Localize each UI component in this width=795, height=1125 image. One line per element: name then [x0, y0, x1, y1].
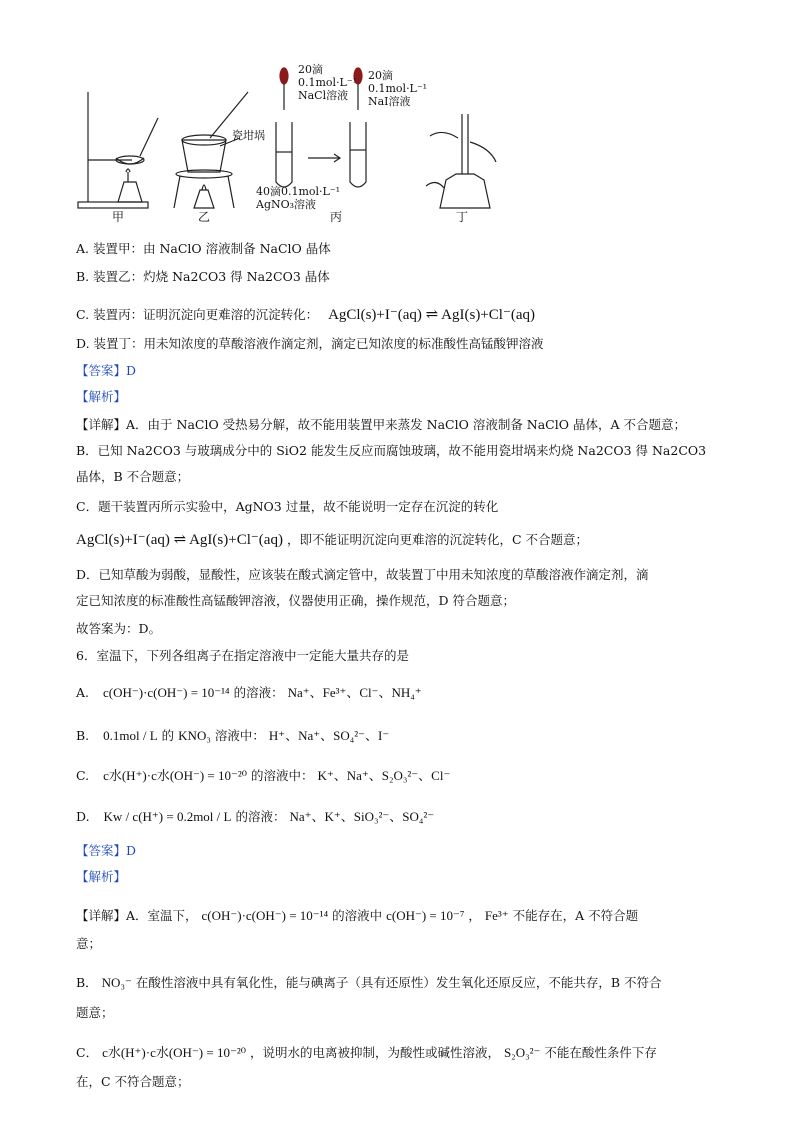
q6-detail-b-letter: B．	[76, 975, 98, 990]
q5-conclusion: 故答案为：D。	[76, 621, 162, 636]
tube-note-line2: AgNO₃溶液	[256, 198, 317, 211]
q6-detail-a-eq1: c(OH⁻)·c(OH⁻) = 10⁻¹⁴	[201, 908, 329, 923]
q6-detail-c-ion: S₂O₃²⁻	[503, 1045, 541, 1060]
q6-option-b-condition: 0.1mol / L	[103, 728, 158, 743]
q6-detail-a-ion: Fe³⁺	[484, 908, 509, 923]
q5-option-c-equation: AgCl(s)+I⁻(aq) ⇌ AgI(s)+Cl⁻(aq)	[328, 307, 536, 323]
q6-detail-a2: 意；	[76, 936, 102, 951]
q5-detail-b1: B．已知 Na2CO3 与玻璃成分中的 SiO2 能发生反应而腐蚀玻璃，故不能用瓷坩埚来灼烧 Na2CO3 得 Na2CO3	[76, 443, 707, 458]
q5-detail-c-equation: AgCl(s)+I⁻(aq) ⇌ AgI(s)+Cl⁻(aq)	[76, 532, 283, 548]
q6-detail-b-text: 在酸性溶液中具有氧化性，能与碘离子（具有还原性）发生氧化还原反应，不能共存，B 不符合	[135, 975, 662, 990]
q6-option-a-mid: 的溶液：	[233, 685, 284, 700]
dropper1-line3: NaCl溶液	[298, 89, 349, 102]
q6-detail-b-ion: NO₃⁻	[101, 975, 132, 990]
q5-option-b: B. 装置乙：灼烧 Na2CO3 得 Na2CO3 晶体	[76, 269, 330, 284]
label-jia: 甲	[112, 210, 125, 224]
q5-detail-c-text: ，即不能证明沉淀向更难溶的沉淀转化，C 不合题意；	[286, 532, 588, 547]
q6-detail-b1	[76, 974, 662, 992]
q5-option-a: A. 装置甲：由 NaClO 溶液制备 NaClO 晶体	[76, 241, 331, 256]
q6-option-c-ions: K⁺、Na⁺、S₂O₃²⁻、Cl⁻	[317, 768, 451, 783]
q6-option-c	[76, 767, 450, 785]
q5-analysis: 【解析】	[76, 389, 127, 404]
q6-option-a-condition: c(OH⁻)·c(OH⁻) = 10⁻¹⁴	[103, 685, 230, 700]
q6-option-d-mid: 的溶液：	[235, 809, 286, 824]
dropper2-line2: 0.1mol·L⁻¹	[368, 82, 428, 95]
q5-option-c	[76, 306, 535, 324]
q6-detail-a1	[76, 907, 638, 925]
q6-option-c-mid: 的溶液中：	[250, 768, 314, 783]
apparatus-ding	[426, 114, 496, 208]
q5-option-d: D. 装置丁：用未知浓度的草酸溶液作滴定剂，滴定已知浓度的标准酸性高锰酸钾溶液	[76, 336, 544, 351]
q5-detail-c1: C．题干装置丙所示实验中，AgNO3 过量，故不能说明一定存在沉淀的转化	[76, 499, 499, 514]
apparatus-figure	[70, 62, 530, 232]
dropper1-line2: 0.1mol·L⁻¹	[298, 76, 358, 89]
q6-analysis: 【解析】	[76, 869, 127, 884]
q6-detail-c-text: ，说明水的电离被抑制，为酸性或碱性溶液，	[249, 1045, 500, 1060]
q6-option-c-condition: c水(H⁺)·c水(OH⁻) = 10⁻²⁰	[103, 768, 247, 783]
label-yi: 乙	[198, 210, 211, 224]
q5-detail-b2: 晶体，B 不合题意；	[76, 469, 190, 484]
q6-option-d-ions: Na⁺、K⁺、SiO₃²⁻、SO₄²⁻	[289, 809, 435, 824]
q6-detail-c-tail: 不能在酸性条件下存	[544, 1045, 657, 1060]
q6-detail-a-comma: ，	[468, 908, 481, 923]
q6-detail-c-eq: c水(H⁺)·c水(OH⁻) = 10⁻²⁰	[102, 1045, 246, 1060]
label-ding: 丁	[456, 210, 469, 224]
q6-option-b-letter: B.	[76, 728, 90, 743]
q5-detail-d1: D．已知草酸为弱酸，显酸性，应该装在酸式滴定管中，故装置丁中用未知浓度的草酸溶液作滴定剂，滴	[76, 567, 649, 582]
q6-option-d-condition: Kw / c(H⁺) = 0.2mol / L	[103, 809, 232, 824]
q6-option-a-ions: Na⁺、Fe³⁺、Cl⁻、NH₄⁺	[287, 685, 422, 700]
q6-detail-a-tail: 不能存在，A 不符合题	[512, 908, 639, 923]
label-bing: 丙	[330, 210, 343, 224]
dropper2-line1: 20滴	[368, 69, 393, 82]
apparatus-jia	[78, 92, 158, 208]
q5-detail-d2: 定已知浓度的标准酸性高锰酸钾溶液，仪器使用正确，操作规范，D 符合题意；	[76, 593, 515, 608]
q6-option-d	[76, 808, 434, 826]
q6-detail-a-intro: 【详解】A．室温下，	[76, 908, 198, 923]
q6-detail-b2: 题意；	[76, 1005, 114, 1020]
q6-option-b-salt: KNO₃	[178, 728, 211, 743]
q6-option-b-mid2: 溶液中：	[214, 728, 265, 743]
q6-detail-a-mid: 的溶液中	[332, 908, 383, 923]
q6-answer: 【答案】D	[76, 843, 137, 858]
q6-option-d-letter: D.	[76, 809, 90, 824]
q6-detail-c-letter: C．	[76, 1045, 99, 1060]
q5-option-c-text: C. 装置丙：证明沉淀向更难溶的沉淀转化：	[76, 307, 319, 322]
q6-option-a-letter: A.	[76, 685, 90, 700]
q6-detail-c1	[76, 1044, 657, 1062]
q6-option-b-ions: H⁺、Na⁺、SO₄²⁻、I⁻	[268, 728, 390, 743]
q5-detail-c2	[76, 531, 588, 549]
q6-detail-a-eq2: c(OH⁻) = 10⁻⁷	[386, 908, 465, 923]
q6-option-b	[76, 727, 389, 745]
q6-option-c-letter: C.	[76, 768, 90, 783]
q6-stem: 6．室温下，下列各组离子在指定溶液中一定能大量共存的是	[76, 648, 409, 663]
q5-detail-a: 【详解】A．由于 NaClO 受热易分解，故不能用装置甲来蒸发 NaClO 溶液制备 NaClO 晶体，A 不合题意；	[76, 417, 686, 432]
crucible-label: 瓷坩埚	[232, 129, 265, 142]
q6-detail-c2: 在，C 不符合题意；	[76, 1074, 190, 1089]
tube-note-line1: 40滴0.1mol·L⁻¹	[256, 185, 341, 198]
q6-option-b-mid1: 的	[161, 728, 175, 743]
apparatus-yi	[174, 92, 248, 208]
q6-option-a	[76, 684, 422, 702]
dropper2-line3: NaI溶液	[368, 95, 411, 108]
q5-answer: 【答案】D	[76, 363, 137, 378]
dropper1-line1: 20滴	[298, 63, 323, 76]
